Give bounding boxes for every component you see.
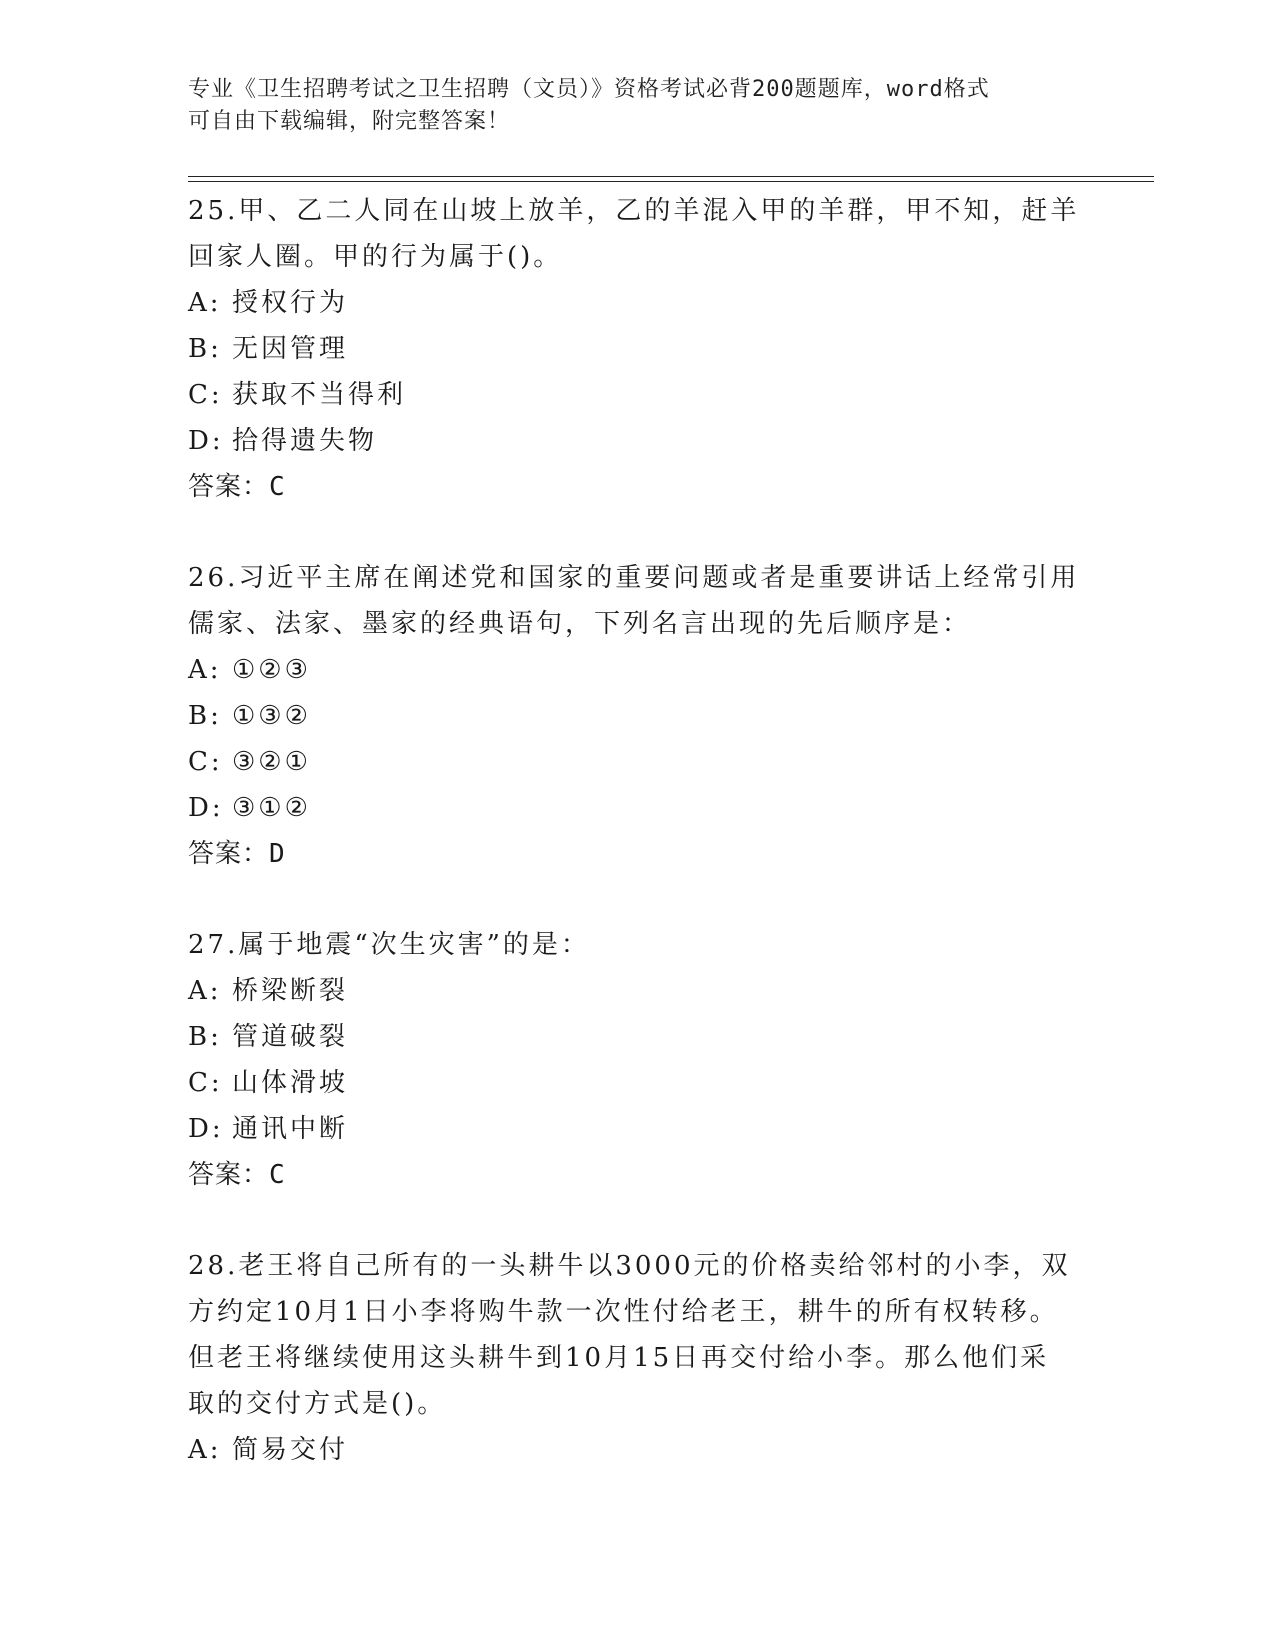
header-line-1: 专业《卫生招聘考试之卫生招聘（文员）》资格考试必背200题题库，word格式 bbox=[188, 77, 990, 102]
question-text-line: 26.习近平主席在阐述党和国家的重要问题或者是重要讲话上经常引用 bbox=[188, 563, 1080, 593]
answer-line bbox=[188, 464, 1088, 510]
answer-value: C bbox=[269, 1160, 286, 1190]
option-letter: A: bbox=[188, 1435, 222, 1465]
option-d bbox=[188, 785, 1088, 831]
option-c bbox=[188, 739, 1088, 785]
question-text-line: 25.甲、乙二人同在山坡上放羊，乙的羊混入甲的羊群，甲不知，赶羊 bbox=[188, 196, 1080, 226]
option-b bbox=[188, 326, 1088, 372]
option-b bbox=[188, 1014, 1088, 1060]
option-c bbox=[188, 372, 1088, 418]
option-c bbox=[188, 1060, 1088, 1106]
option-letter: B: bbox=[188, 334, 222, 364]
answer-value: C bbox=[269, 472, 286, 502]
question-text-line: 28.老王将自己所有的一头耕牛以3000元的价格卖给邻村的小李，双 bbox=[188, 1251, 1071, 1281]
option-letter: B: bbox=[188, 701, 222, 731]
option-text: ③①② bbox=[232, 793, 311, 823]
option-text: 通讯中断 bbox=[232, 1114, 349, 1144]
option-d bbox=[188, 418, 1088, 464]
option-text: 获取不当得利 bbox=[232, 380, 407, 410]
answer-label: 答案： bbox=[188, 1160, 270, 1190]
option-a bbox=[188, 1427, 1088, 1473]
option-text: 简易交付 bbox=[232, 1435, 349, 1465]
option-letter: C: bbox=[188, 1068, 223, 1098]
option-letter: B: bbox=[188, 1022, 222, 1052]
option-text: 山体滑坡 bbox=[232, 1068, 349, 1098]
question-text-line: 但老王将继续使用这头耕牛到10月15日再交付给小李。那么他们采 bbox=[188, 1343, 1050, 1373]
option-letter: D: bbox=[188, 426, 224, 456]
answer-line bbox=[188, 1152, 1088, 1198]
option-letter: A: bbox=[188, 655, 222, 685]
header-divider-top bbox=[188, 176, 1154, 177]
question-list bbox=[188, 188, 1088, 1518]
option-letter: D: bbox=[188, 1114, 224, 1144]
option-text: ③②① bbox=[232, 747, 311, 777]
option-a bbox=[188, 280, 1088, 326]
option-text: 无因管理 bbox=[232, 334, 349, 364]
option-letter: A: bbox=[188, 976, 222, 1006]
question-text-line: 方约定10月1日小李将购牛款一次性付给老王，耕牛的所有权转移。 bbox=[188, 1297, 1059, 1327]
option-text: 拾得遗失物 bbox=[232, 426, 378, 456]
option-letter: C: bbox=[188, 747, 223, 777]
option-text: 桥梁断裂 bbox=[232, 976, 349, 1006]
question-27 bbox=[188, 922, 1088, 1198]
question-text-line: 儒家、法家、墨家的经典语句，下列名言出现的先后顺序是： bbox=[188, 609, 972, 639]
answer-line bbox=[188, 831, 1088, 877]
answer-label: 答案： bbox=[188, 472, 270, 502]
answer-label: 答案： bbox=[188, 839, 270, 869]
question-text-line: 27.属于地震“次生灾害”的是： bbox=[188, 930, 590, 960]
option-a bbox=[188, 647, 1088, 693]
question-text-line: 取的交付方式是()。 bbox=[188, 1389, 447, 1419]
option-text: ①③② bbox=[232, 701, 311, 731]
option-text: ①②③ bbox=[232, 655, 311, 685]
question-26 bbox=[188, 555, 1088, 877]
question-28 bbox=[188, 1243, 1088, 1473]
option-a bbox=[188, 968, 1088, 1014]
option-letter: C: bbox=[188, 380, 223, 410]
answer-value: D bbox=[269, 839, 286, 869]
header-divider-bottom bbox=[188, 181, 1154, 182]
option-text: 管道破裂 bbox=[232, 1022, 349, 1052]
option-letter: D: bbox=[188, 793, 224, 823]
question-text-line: 回家人圈。甲的行为属于()。 bbox=[188, 242, 563, 272]
option-text: 授权行为 bbox=[232, 288, 349, 318]
option-d bbox=[188, 1106, 1088, 1152]
option-letter: A: bbox=[188, 288, 222, 318]
question-25 bbox=[188, 188, 1088, 510]
option-b bbox=[188, 693, 1088, 739]
header-line-2: 可自由下载编辑，附完整答案！ bbox=[188, 109, 511, 134]
document-header bbox=[188, 74, 1068, 138]
